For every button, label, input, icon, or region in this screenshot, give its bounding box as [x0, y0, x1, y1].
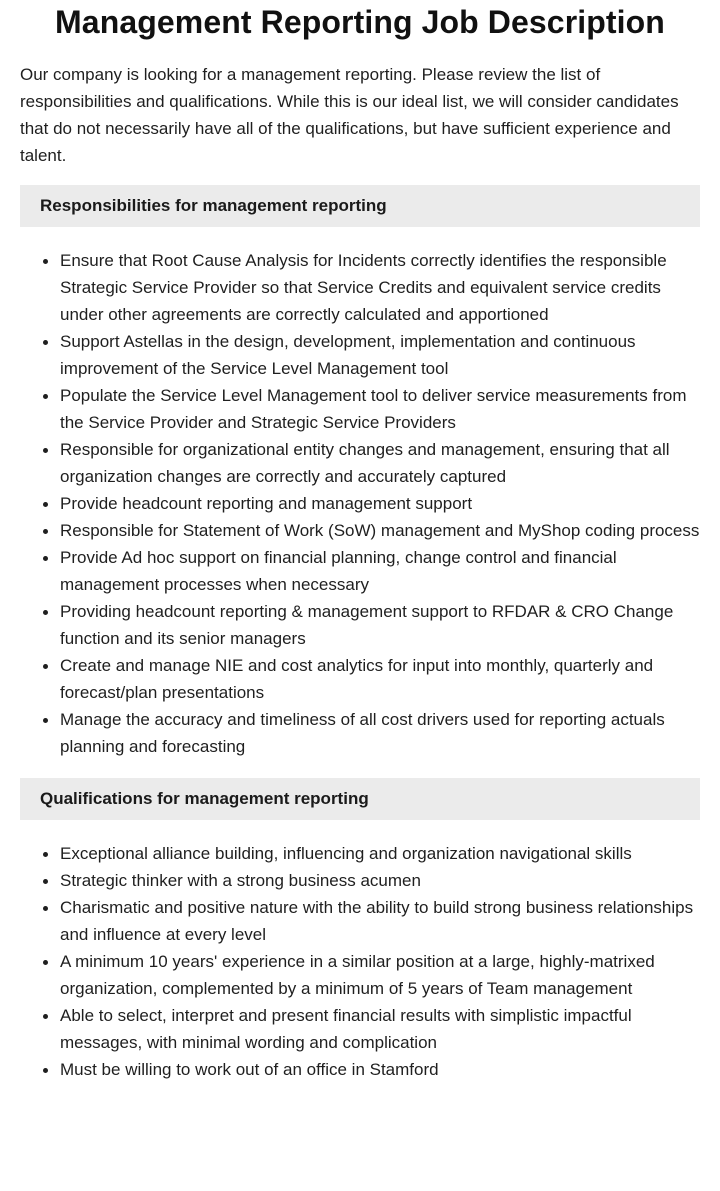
list-item: Must be willing to work out of an office in Stamford — [60, 1056, 700, 1083]
list-item: Manage the accuracy and timeliness of all cost drivers used for reporting actuals planning and forecasting — [60, 706, 700, 760]
list-item: Able to select, interpret and present financial results with simplistic impactful messages, with minimal wording and complication — [60, 1002, 700, 1056]
list-item: Exceptional alliance building, influencing and organization navigational skills — [60, 840, 700, 867]
responsibilities-list — [20, 247, 700, 760]
list-item: Responsible for organizational entity changes and management, ensuring that all organization changes are correctly and accurately captured — [60, 436, 700, 490]
list-item: Create and manage NIE and cost analytics for input into monthly, quarterly and forecast/plan presentations — [60, 652, 700, 706]
list-item: Support Astellas in the design, development, implementation and continuous improvement of the Service Level Management tool — [60, 328, 700, 382]
list-item: Provide headcount reporting and management support — [60, 490, 700, 517]
qualifications-list — [20, 840, 700, 1083]
list-item: Populate the Service Level Management tool to deliver service measurements from the Service Provider and Strategic Service Providers — [60, 382, 700, 436]
list-item: Responsible for Statement of Work (SoW) management and MyShop coding process — [60, 517, 700, 544]
list-item: Strategic thinker with a strong business acumen — [60, 867, 700, 894]
list-item: Provide Ad hoc support on financial planning, change control and financial management processes when necessary — [60, 544, 700, 598]
responsibilities-heading: Responsibilities for management reporting — [20, 185, 700, 227]
list-item: Charismatic and positive nature with the ability to build strong business relationships and influence at every level — [60, 894, 700, 948]
list-item: Providing headcount reporting & management support to RFDAR & CRO Change function and its senior managers — [60, 598, 700, 652]
list-item: Ensure that Root Cause Analysis for Incidents correctly identifies the responsible Strategic Service Provider so that Service Credits and equivalent service credits under other agreements are correctly calculated and apportioned — [60, 247, 700, 328]
page-title: Management Reporting Job Description — [55, 4, 665, 40]
list-item: A minimum 10 years' experience in a similar position at a large, highly-matrixed organization, complemented by a minimum of 5 years of Team management — [60, 948, 700, 1002]
intro-paragraph: Our company is looking for a management reporting. Please review the list of responsibilities and qualifications. While this is our ideal list, we will consider candidates that do not necessarily have all of the qualifications, but have sufficient experience and talent. — [20, 65, 679, 165]
qualifications-heading: Qualifications for management reporting — [20, 778, 700, 820]
